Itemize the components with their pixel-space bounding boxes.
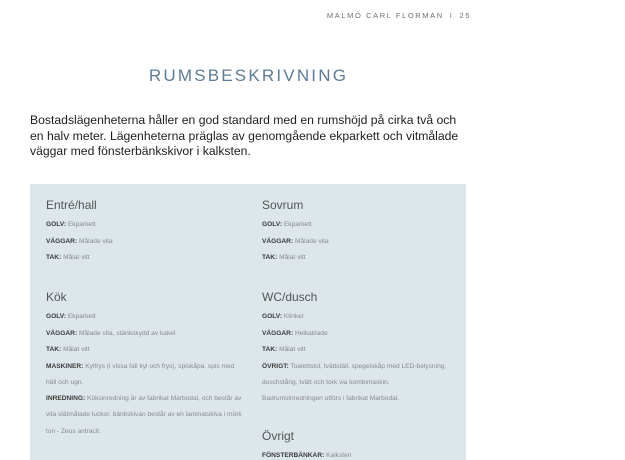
spec-row [46,234,246,251]
spec-value: Målat vitt [279,254,306,261]
room-heading: Övrigt [262,429,295,443]
spec-value: Målat vitt [63,254,90,261]
spec-label: VÄGGAR: [46,237,78,245]
spec-label: GOLV: [262,313,283,320]
room-heading: Sovrum [262,198,304,212]
spec-label: GOLV: [46,221,67,228]
spec-value: Målade vita, stänkskydd av kakel [78,329,176,337]
spec-value: Köksinredning är av fabrikat Marbodal, och består av vita slätmålade luckor, bänkskivan består av en laminatskiva i mörk ton - Zeus antracit. [46,395,242,435]
spec-label: VÄGGAR: [262,237,294,245]
spec-label: VÄGGAR: [46,329,78,337]
spec-label: TAK: [46,254,62,261]
spec-row [46,217,246,234]
spec-row [46,391,242,440]
spec-value: Målat vitt [279,346,306,353]
spec-value: Ekparkett [283,221,312,228]
spec-row [46,359,242,392]
spec-value: Ekparkett [67,221,96,228]
spec-row [262,309,452,326]
spec-label: INREDNING: [46,395,86,403]
running-title: MALMÖ CARL FLORMAN [326,11,444,20]
intro-paragraph: Bostadslägenheterna håller en god standard med en rumshöjd på cirka två och en halv meter. Lägenheterna präglas av genomgående ekparkett och vitmålade väggar med fönsterbänkskivor i kalksten. [30,113,459,158]
spec-label: GOLV: [46,313,67,320]
spec-label: TAK: [262,346,278,353]
room-heading: Entré/hall [46,198,97,212]
room-heading: WC/dusch [262,290,318,304]
spec-value: Målat vitt [63,346,90,353]
spec-label: MASKINER: [46,362,84,370]
spec-row [46,309,242,326]
spec-value: Klinker [283,313,305,320]
spec-row [46,326,242,343]
spec-row [262,359,452,408]
room-sovrum [262,198,462,267]
spec-row [262,217,462,234]
room-ovrigt [262,429,462,460]
running-header [327,11,471,20]
page-number: 25 [459,11,471,20]
spec-value: Kalksten [326,452,352,459]
room-heading: Kök [46,290,67,304]
spec-label: FÖNSTERBÄNKAR: [262,452,325,459]
room-wc-dusch [262,290,452,407]
spec-row [262,250,462,267]
spec-value: Helkaklade [294,329,328,337]
spec-label: VÄGGAR: [262,329,294,337]
spec-row [46,250,246,267]
spec-label: TAK: [46,346,62,353]
room-kok [46,290,242,440]
spec-value: Kylfrys (i vissa fall kyl och frys), spiskåpa, spis med häll och ugn. [46,362,235,386]
room-description-panel [30,184,466,460]
spec-row [262,234,462,251]
section-title: RUMSBESKRIVNING [148,66,349,85]
spec-row [262,326,452,343]
spec-row [262,448,462,460]
spec-label: ÖVRIGT: [262,362,289,370]
spec-label: GOLV: [262,221,283,228]
spec-value: Toalettstol, tvättställ, spegelskåp med LED-belysning, duschstång, tvätt och tork via kombimaskin. Badrumsinredningen utförs i fabrikat Marbodal. [262,362,447,403]
spec-value: Målade vita [78,237,113,245]
spec-value: Målade vita [294,237,329,245]
spec-label: TAK: [262,254,278,261]
spec-value: Ekparkett [67,313,96,320]
header-separator: I [449,11,454,20]
spec-row [262,342,452,359]
room-entre-hall [46,198,246,267]
spec-row [46,342,242,359]
